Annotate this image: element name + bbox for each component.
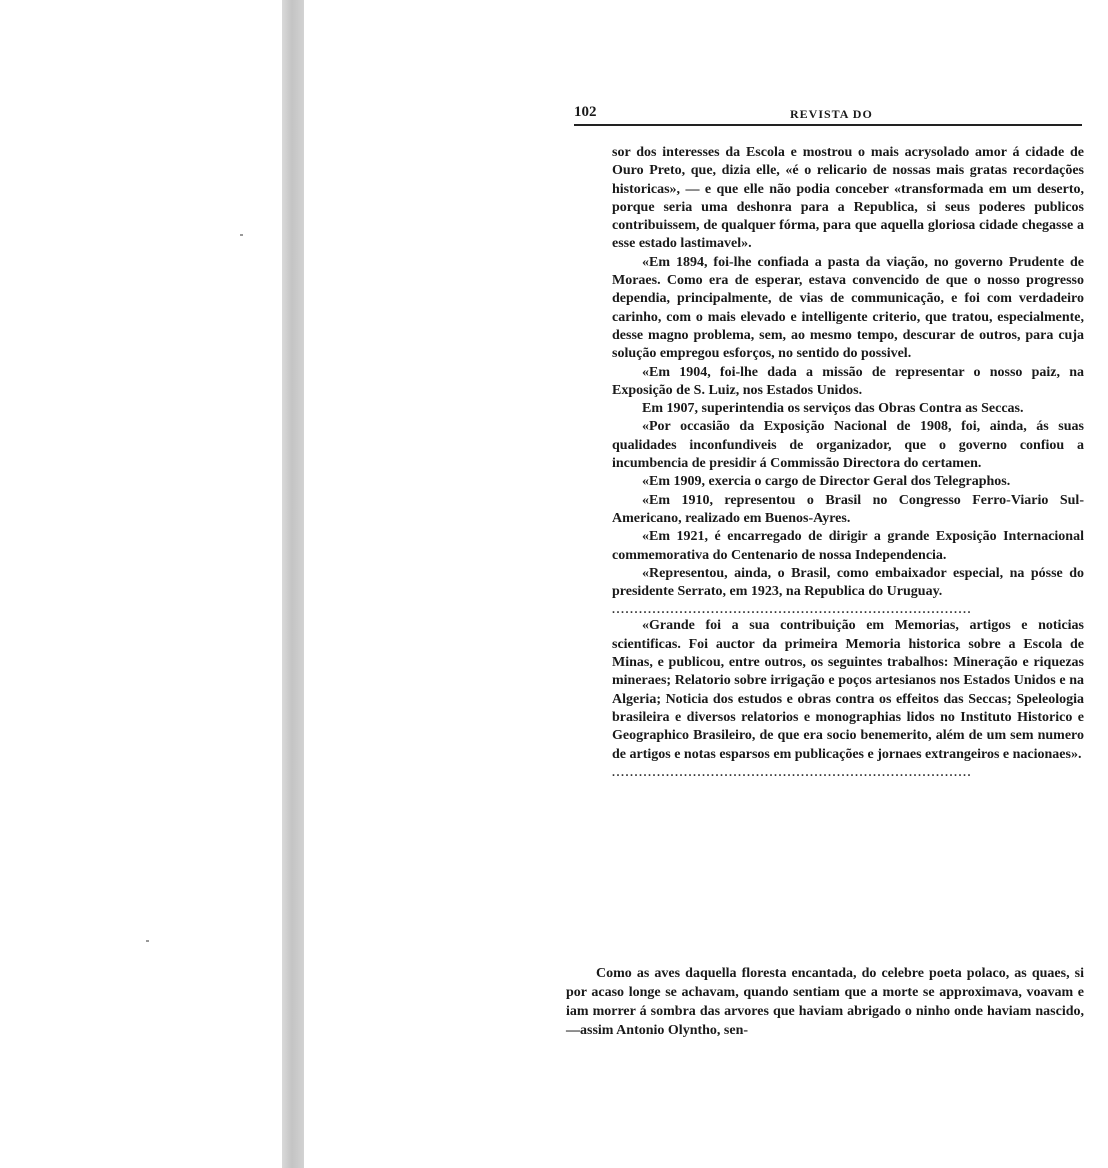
ellipsis-separator: ................................................................................ [612,764,972,779]
quote-paragraph: «Em 1910, representou o Brasil no Congresso Ferro-Viario Sul-Americano, realizado em Buenos-Ayres. [612,492,1084,526]
page-number: 102 [574,104,597,120]
paper-speck [240,234,243,236]
quoted-biography [612,144,1084,780]
paper-speck [146,940,149,942]
quote-paragraph: «Por occasião da Exposição Nacional de 1908, foi, ainda, ás suas qualidades inconfundiveis de organizador, que o governo confiou a incumbencia de presidir á Commissão Directora do certamen. [612,419,1084,472]
quote-paragraph: «Em 1894, foi-lhe confiada a pasta da viação, no governo Prudente de Moraes. Como era de esperar, estava convencido de que o nosso progresso dependia, principalmente, de vias de communicação, e foi com verdadeiro carinho, com o mais elevado e intelligente criterio, que tratou, especialmente, desse magno problema, sem, ao mesmo tempo, descurar de outros, para cuja solução empregou esforços, no sentido do possivel. [612,254,1084,362]
header-rule [574,124,1082,126]
quote-paragraph: Em 1907, superintendia os serviços das Obras Contra as Seccas. [642,401,1024,417]
book-gutter [282,0,304,1168]
quote-paragraph: «Representou, ainda, o Brasil, como embaixador especial, na pósse do presidente Serrato, em 1923, na Republica do Uruguay. [612,565,1084,600]
body-paragraph: Como as aves daquella floresta encantada, do celebre poeta polaco, as quaes, si por acaso longe se achavam, quando sentiam que a morte se approximava, voavam e iam morrer á sombra das arvores que haviam abrigado o ninho onde haviam nascido, —assim Antonio Olyntho, sen- [566,966,1084,1038]
quote-paragraph: sor dos interesses da Escola e mostrou o mais acrysolado amor á cidade de Ouro Preto, que, dizia elle, «é o relicario de nossas mais gratas recordações historicas», — e que elle não podia conceber «transformada em um deserto, porque seria uma deshonra para a Republica, si seus poderes publicos contribuissem, de qualquer fórma, para que aquella gloriosa cidade chegasse a esse estado lastimavel». [612,145,1084,252]
page-header [574,104,1082,124]
quote-paragraph: «Em 1904, foi-lhe dada a missão de representar o nosso paiz, na Exposição de S. Luiz, nos Estados Unidos. [612,364,1084,398]
running-title: REVISTA DO [790,107,873,121]
main-text [566,964,1084,1040]
quote-paragraph: «Grande foi a sua contribuição em Memorias, artigos e noticias scientificas. Foi auctor da primeira Memoria historica sobre a Escola de Minas, e publicou, entre outros, os seguintes trabalhos: Mineração e riquezas mineraes; Relatorio sobre irrigação e poços artesianos nos Estados Unidos e na Algeria; Noticia dos estudos e obras contra os effeitos das Seccas; Speleologia brasileira e diversos relatorios e monographias lidos no Instituto Historico e Geographico Brasileiro, de que era socio benemerito, além de um sem numero de artigos e notas esparsos em publicações e jornaes extrangeiros e nacionaes». [612,618,1084,762]
quote-paragraph: «Em 1909, exercia o cargo de Director Geral dos Telegraphos. [642,474,1011,490]
ellipsis-separator: ................................................................................ [612,602,972,617]
quote-paragraph: «Em 1921, é encarregado de dirigir a grande Exposição Internacional commemorativa do Centenario de nossa Independencia. [612,529,1084,563]
